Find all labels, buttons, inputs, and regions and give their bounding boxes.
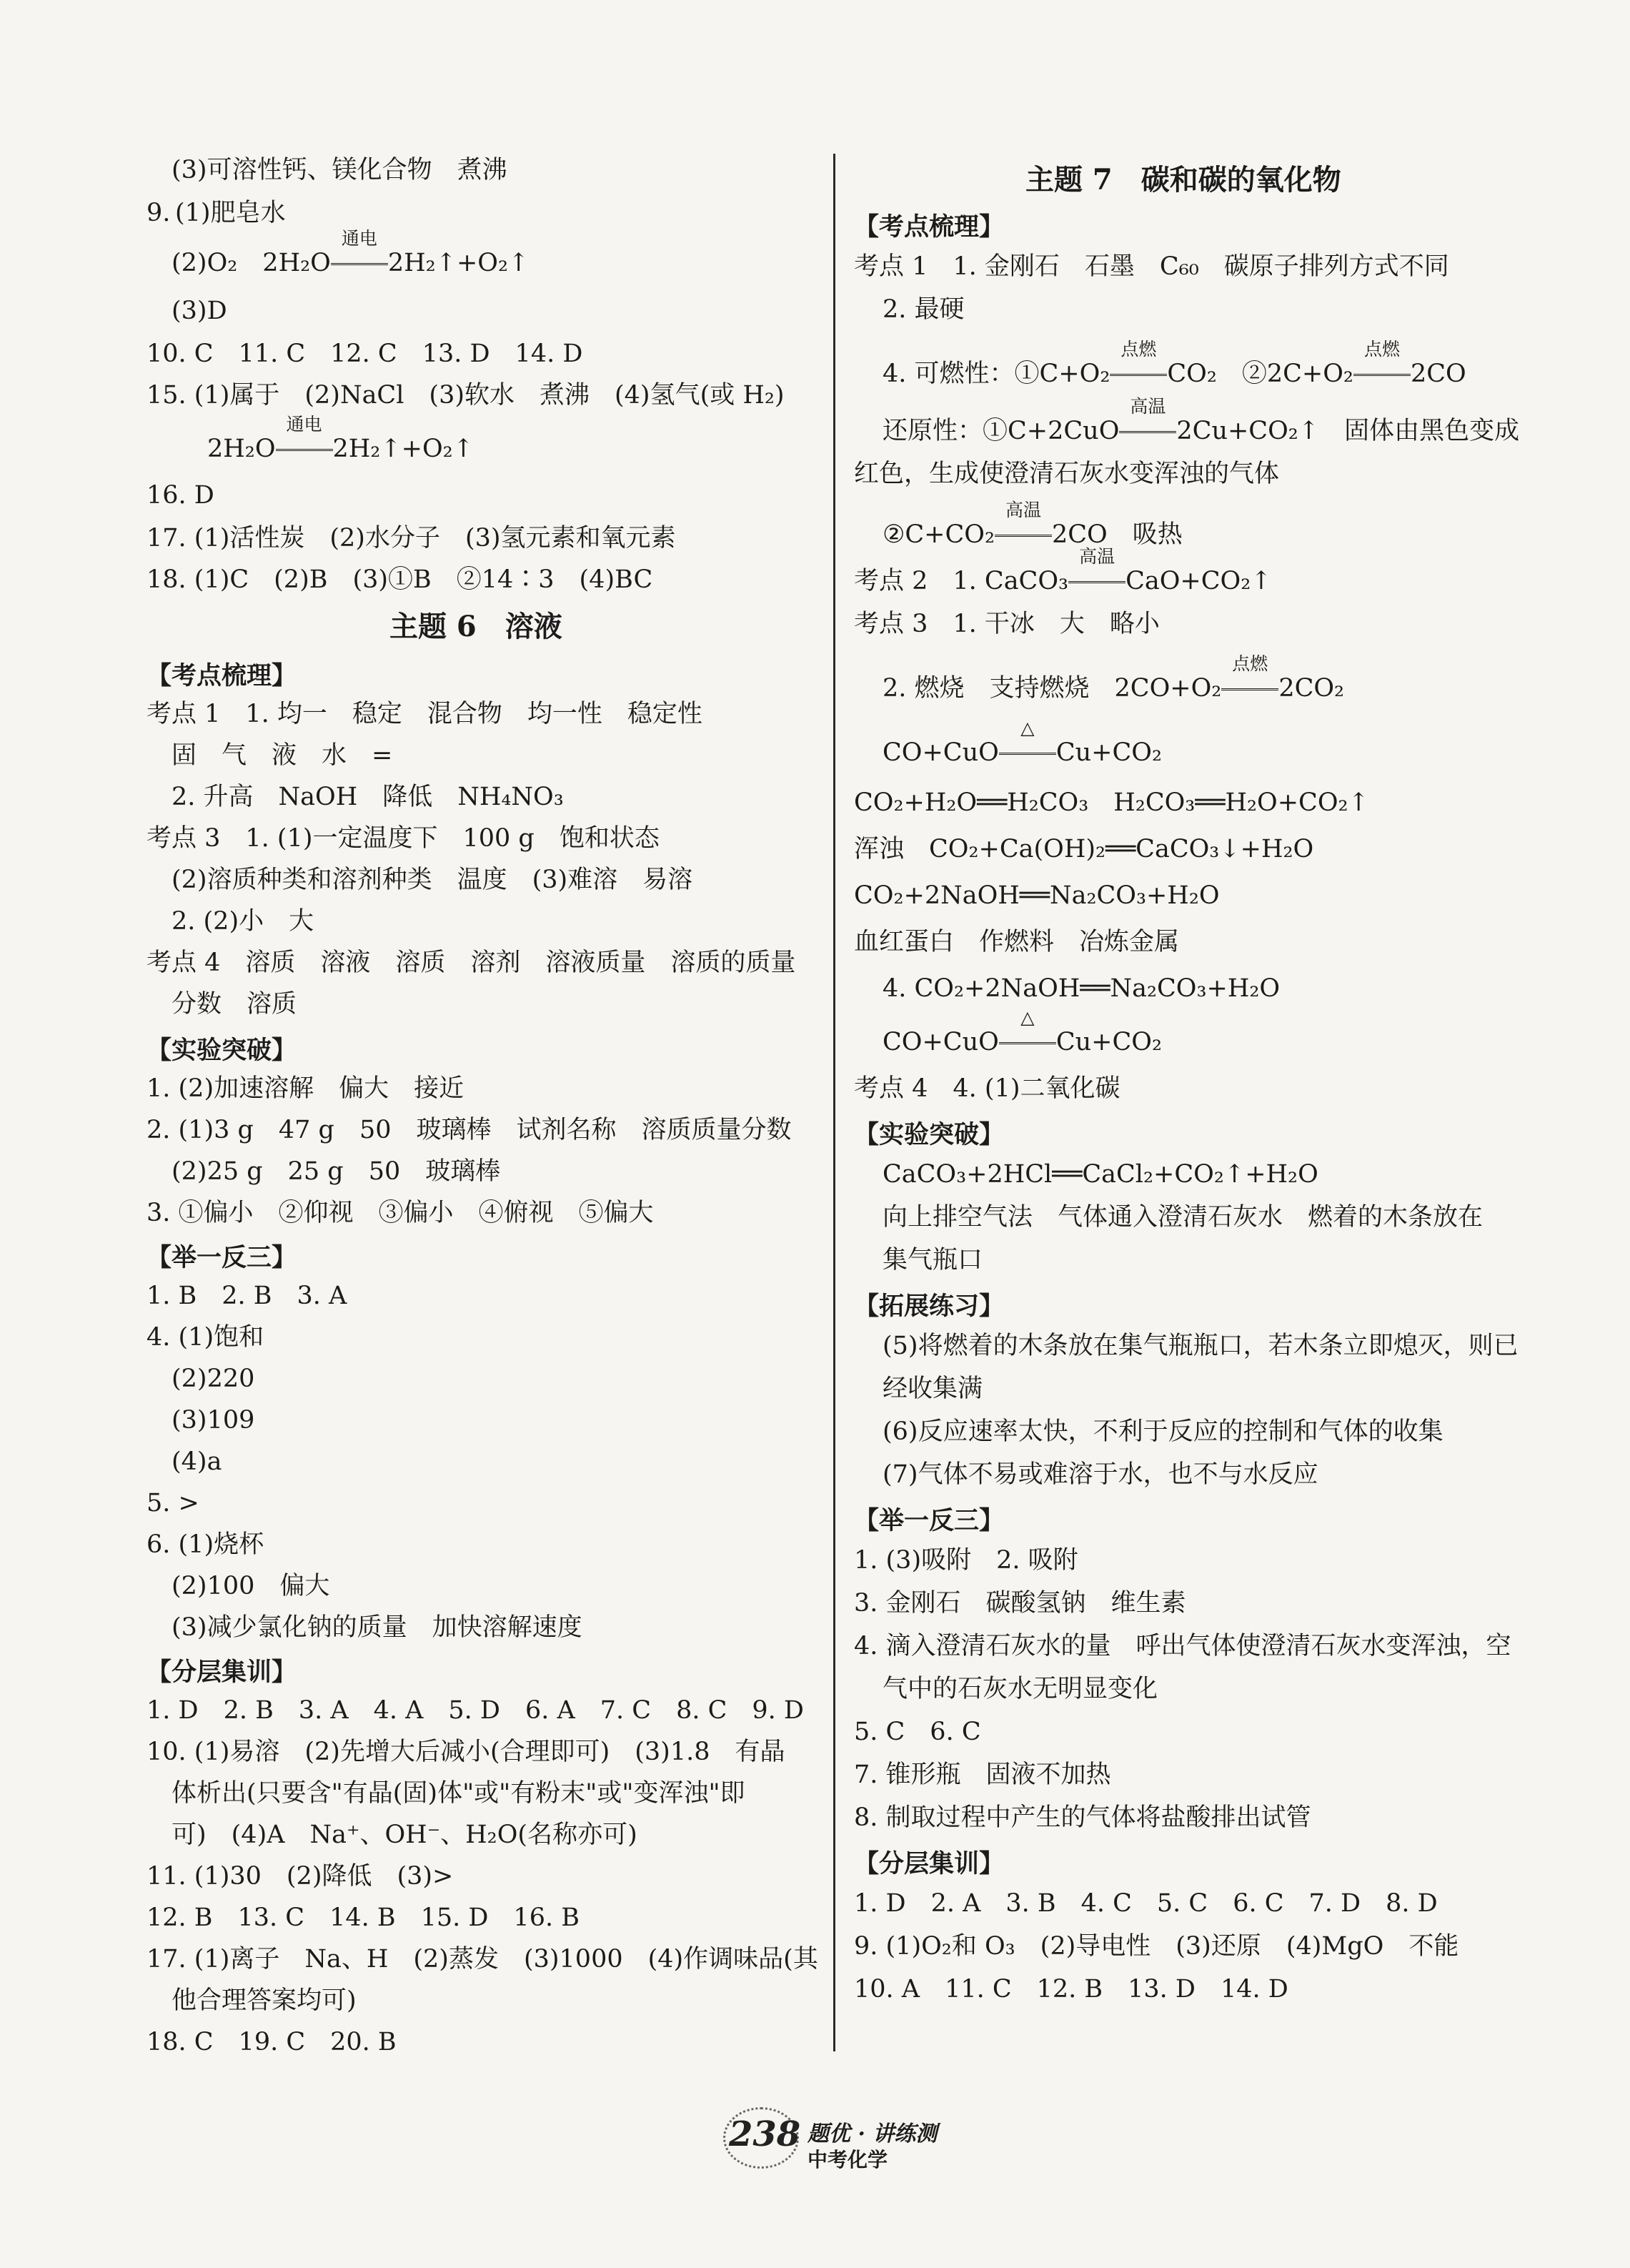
answer-line: 经收集满: [883, 1375, 983, 1403]
answer-line: 还原性：①C+2CuO 高温 2Cu+CO₂↑ 固体由黑色变成: [883, 415, 1519, 447]
answer-line: 18. C 19. C 20. B: [146, 2028, 397, 2056]
section-heading: 【考点梳理】: [854, 212, 1005, 242]
reaction-arrow: 通电: [276, 432, 333, 465]
answer-line: 3. 金刚石 碳酸氢钠 维生素: [854, 1589, 1186, 1618]
answer-line: CO+CuO △ Cu+CO₂: [883, 736, 1162, 769]
reaction-arrow: 点燃: [1110, 357, 1167, 390]
answer-line: 固 气 液 水 =: [172, 741, 393, 770]
answer-line: 2. (2)小 大: [172, 907, 314, 936]
answer-line: (2)220: [172, 1365, 255, 1393]
section-heading: 【实验突破】: [146, 1036, 297, 1065]
answer-line: 9.: [146, 199, 171, 227]
answer-line: (3)109: [172, 1406, 255, 1435]
answer-line: 考点 2 1. CaCO₃ 高温 CaO+CO₂↑: [854, 565, 1272, 598]
answer-line: (1)肥皂水: [175, 199, 286, 227]
brand-name: 题优 · 讲练测: [807, 2121, 938, 2146]
answer-line: (3)减少氯化钠的质量 加快溶解速度: [172, 1613, 582, 1642]
answer-line: 考点 1 1. 金刚石 石墨 C₆₀ 碳原子排列方式不同: [854, 252, 1449, 281]
answer-line: 18. (1)C (2)B (3)①B ②14∶3 (4)BC: [146, 565, 653, 594]
book-subtitle: 中考化学: [807, 2148, 888, 2172]
reaction-arrow: 点燃: [1353, 357, 1411, 390]
answer-line: 8. 制取过程中产生的气体将盐酸排出试管: [854, 1803, 1311, 1832]
answer-line: 5. >: [146, 1489, 199, 1517]
answer-line: 向上排空气法 气体通入澄清石灰水 燃着的木条放在: [883, 1203, 1484, 1232]
answer-line: 1. B 2. B 3. A: [146, 1282, 347, 1310]
answer-line: 1. (2)加速溶解 偏大 接近: [146, 1074, 464, 1103]
answer-line: 2. 燃烧 支持燃烧 2CO+O₂ 点燃 2CO₂: [883, 672, 1344, 705]
answer-line: CaCO₃+2HCl══CaCl₂+CO₂↑+H₂O: [883, 1160, 1318, 1189]
answer-line: 2. (1)3 g 47 g 50 玻璃棒 试剂名称 溶质质量分数: [146, 1116, 792, 1144]
answer-line: (2)O₂ 2H₂O 通电 2H₂↑+O₂↑: [172, 247, 529, 279]
answer-line: 气中的石灰水无明显变化: [883, 1675, 1158, 1703]
answer-line: 血红蛋白 作燃料 冶炼金属: [854, 928, 1180, 956]
answer-line: 集气瓶口: [883, 1246, 983, 1274]
answer-line: 1. D 2. B 3. A 4. A 5. D 6. A 7. C 8. C 9. D: [146, 1696, 804, 1725]
page-footer: [729, 2109, 943, 2173]
answer-line: (2)溶质种类和溶剂种类 温度 (3)难溶 易溶: [172, 866, 693, 894]
answer-line: (5)将燃着的木条放在集气瓶瓶口，若木条立即熄灭，则已: [883, 1332, 1519, 1360]
section-title: 主题 6 溶液: [389, 610, 562, 643]
answer-line: 15. (1)属于 (2)NaCl (3)软水 煮沸 (4)氢气(或 H₂): [146, 381, 785, 410]
answer-line: 10. (1)易溶 (2)先增大后减小(合理即可) (3)1.8 有晶: [146, 1738, 785, 1766]
answer-line: (3)可溶性钙、镁化合物 煮沸: [172, 156, 507, 184]
answer-line: 4. CO₂+2NaOH══Na₂CO₃+H₂O: [883, 974, 1281, 1003]
section-heading: 【实验突破】: [854, 1120, 1005, 1149]
column-divider: [833, 154, 835, 2051]
section-heading: 【举一反三】: [854, 1506, 1005, 1535]
answer-line: 6. (1)烧杯: [146, 1530, 264, 1559]
answer-line: 4. 可燃性：①C+O₂ 点燃 CO₂ ②2C+O₂ 点燃 2CO: [883, 357, 1466, 390]
reaction-arrow: 点燃: [1221, 672, 1278, 705]
section-heading: 【举一反三】: [146, 1243, 297, 1272]
section-heading: 【分层集训】: [854, 1849, 1005, 1878]
answer-line: ②C+CO₂ 高温 2CO 吸热: [883, 518, 1183, 551]
reaction-arrow: 高温: [1068, 565, 1125, 598]
answer-line: 16. D: [146, 481, 214, 510]
answer-line: 12. B 13. C 14. B 15. D 16. B: [146, 1903, 580, 1932]
answer-line: 2. 升高 NaOH 降低 NH₄NO₃: [172, 783, 564, 811]
answer-line: (4)a: [172, 1447, 222, 1476]
section-title: 主题 7 碳和碳的氧化物: [1025, 163, 1341, 197]
answer-line: 2. 最硬: [883, 295, 965, 324]
page-number: 238: [729, 2114, 801, 2154]
answer-line: 红色，生成使澄清石灰水变浑浊的气体: [854, 460, 1280, 488]
answer-line: (2)100 偏大: [172, 1572, 330, 1600]
answer-line: CO₂+H₂O══H₂CO₃ H₂CO₃══H₂O+CO₂↑: [854, 788, 1369, 817]
answer-line: (3)D: [172, 297, 227, 325]
reaction-arrow: 高温: [1119, 415, 1176, 447]
reaction-arrow: △: [999, 1026, 1056, 1059]
answer-line: 17. (1)活性炭 (2)水分子 (3)氢元素和氧元素: [146, 524, 676, 553]
answer-line: 7. 锥形瓶 固液不加热: [854, 1761, 1111, 1789]
answer-line: 1. (3)吸附 2. 吸附: [854, 1546, 1078, 1575]
answer-line: 可) (4)A Na⁺、OH⁻、H₂O(名称亦可): [172, 1821, 637, 1849]
answer-line: 浑浊 CO₂+Ca(OH)₂══CaCO₃↓+H₂O: [854, 835, 1314, 863]
answer-line: CO₂+2NaOH══Na₂CO₃+H₂O: [854, 881, 1220, 910]
answer-line: 考点 3 1. (1)一定温度下 100 g 饱和状态: [146, 824, 660, 853]
answer-line: 体析出(只要含"有晶(固)体"或"有粉末"或"变浑浊"即: [172, 1779, 745, 1808]
answer-line: 10. C 11. C 12. C 13. D 14. D: [146, 340, 583, 368]
section-heading: 【考点梳理】: [146, 661, 297, 690]
answer-line: 5. C 6. C: [854, 1718, 981, 1746]
answer-line: (2)25 g 25 g 50 玻璃棒: [172, 1157, 501, 1186]
section-heading: 【分层集训】: [146, 1658, 297, 1687]
answer-line: 9. (1)O₂和 O₃ (2)导电性 (3)还原 (4)MgO 不能: [854, 1932, 1459, 1961]
answer-line: (7)气体不易或难溶于水，也不与水反应: [883, 1460, 1318, 1489]
answer-line: 11. (1)30 (2)降低 (3)>: [146, 1862, 454, 1891]
answer-line: 10. A 11. C 12. B 13. D 14. D: [854, 1975, 1288, 2004]
answer-line: 分数 溶质: [172, 990, 297, 1019]
reaction-arrow: 通电: [331, 247, 388, 279]
answer-line: 考点 4 溶质 溶液 溶质 溶剂 溶液质量 溶质的质量: [146, 949, 796, 977]
answer-line: 1. D 2. A 3. B 4. C 5. C 6. C 7. D 8. D: [854, 1889, 1438, 1918]
answer-line: 3. ①偏小 ②仰视 ③偏小 ④俯视 ⑤偏大: [146, 1199, 654, 1227]
answer-line: 考点 3 1. 干冰 大 略小: [854, 610, 1160, 638]
answer-line: (6)反应速率太快，不利于反应的控制和气体的收集: [883, 1417, 1443, 1446]
answer-line: 他合理答案均可): [172, 1986, 357, 2015]
answer-line: 17. (1)离子 Na、H (2)蒸发 (3)1000 (4)作调味品(其: [146, 1945, 818, 1974]
answer-line: 4. (1)饱和: [146, 1323, 264, 1352]
answer-line: 考点 1 1. 均一 稳定 混合物 均一性 稳定性: [146, 700, 702, 728]
answer-line: 2H₂O 通电 2H₂↑+O₂↑: [207, 432, 474, 465]
answer-line: 考点 4 4. (1)二氧化碳: [854, 1074, 1120, 1103]
reaction-arrow: 高温: [995, 518, 1052, 551]
answer-line: 4. 滴入澄清石灰水的量 呼出气体使澄清石灰水变浑浊，空: [854, 1632, 1511, 1660]
answer-line: CO+CuO △ Cu+CO₂: [883, 1026, 1162, 1059]
section-heading: 【拓展练习】: [854, 1292, 1005, 1321]
reaction-arrow: △: [999, 736, 1056, 769]
